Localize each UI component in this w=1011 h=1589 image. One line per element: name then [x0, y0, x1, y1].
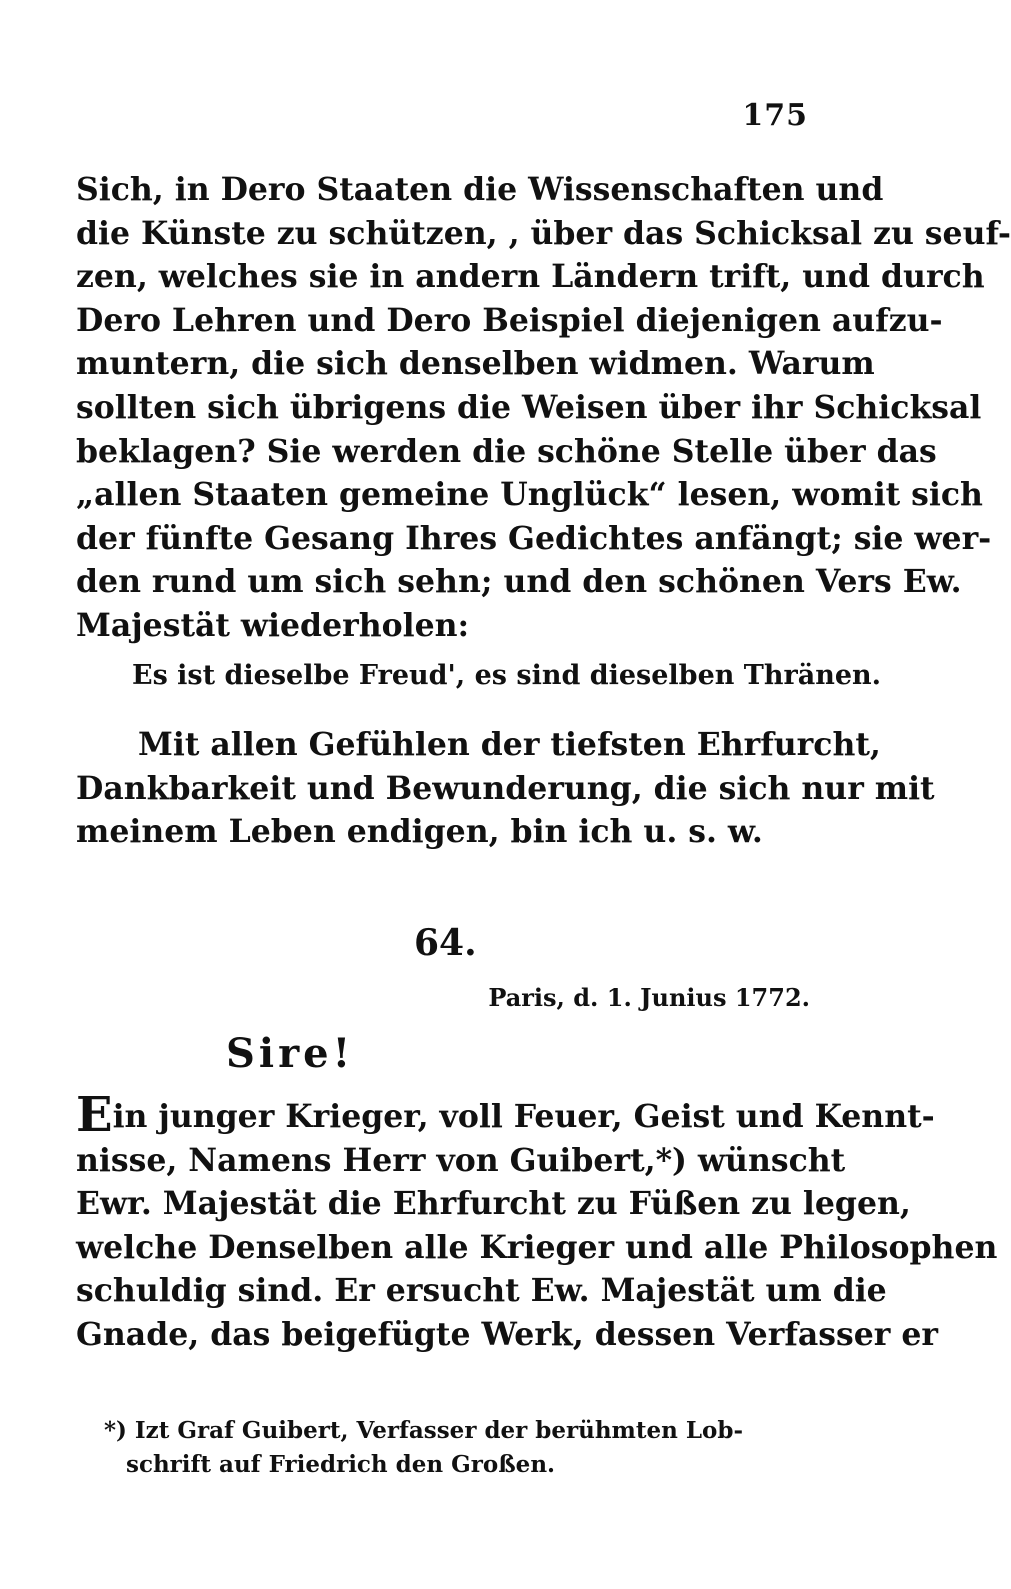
- paragraph-continuation: [76, 168, 1011, 648]
- verse-quote: Es ist dieselbe Freud', es sind dieselben Thränen.: [132, 660, 882, 691]
- text-line: beklagen? Sie werden die schöne Stelle über das: [76, 432, 937, 470]
- drop-cap: E: [76, 1087, 113, 1143]
- text-line: Dero Lehren und Dero Beispiel diejenigen aufzu-: [76, 301, 943, 339]
- text-line: schuldig sind. Er ersucht Ew. Majestät um die: [76, 1272, 887, 1310]
- text-line: nisse, Namens Herr von Guibert,*) wünscht: [76, 1141, 846, 1179]
- text-line: die Künste zu schützen, , über das Schicksal zu seuf-: [76, 214, 1011, 252]
- page-number: 175: [742, 98, 808, 133]
- footnote: [104, 1414, 810, 1482]
- text-line: Mit allen Gefühlen der tiefsten Ehrfurcht,: [138, 726, 881, 763]
- footnote-line: schrift auf Friedrich den Großen.: [126, 1451, 556, 1478]
- text-line: Ewr. Majestät die Ehrfurcht zu Füßen zu legen,: [76, 1185, 911, 1223]
- text-line: den rund um sich sehn; und den schönen Vers Ew.: [76, 563, 962, 601]
- letter-number: 64.: [414, 922, 477, 964]
- text-line: Dankbarkeit und Bewunderung, die sich nur mit: [76, 769, 935, 807]
- text-line: Gnade, das beigefügte Werk, dessen Verfasser er: [76, 1315, 938, 1353]
- closing-paragraph: [76, 723, 935, 854]
- text-line: meinem Leben endigen, bin ich u. s. w.: [76, 813, 763, 851]
- first-line-text: in junger Krieger, voll Feuer, Geist und Kennt-: [112, 1098, 935, 1135]
- letter-body: [76, 1087, 998, 1357]
- text-line: der fünfte Gesang Ihres Gedichtes anfängt; sie wer-: [76, 519, 992, 557]
- text-line: „allen Staaten gemeine Unglück“ lesen, womit sich: [76, 476, 983, 514]
- text-line: sollten sich übrigens die Weisen über ihr Schicksal: [76, 388, 982, 426]
- text-line: welche Denselben alle Krieger und alle Philosophen: [76, 1228, 998, 1266]
- text-line: [76, 1087, 935, 1143]
- footnote-line: *) Izt Graf Guibert, Verfasser der berühmten Lob-: [104, 1417, 744, 1444]
- text-line: muntern, die sich denselben widmen. Warum: [76, 345, 875, 383]
- text-line: Sich, in Dero Staaten die Wissenschaften und: [76, 171, 884, 208]
- text-line: zen, welches sie in andern Ländern trift, und durch: [76, 258, 985, 296]
- letter-salutation: Sire!: [226, 1030, 355, 1077]
- text-line: Majestät wiederholen:: [76, 606, 470, 644]
- letter-dateline: Paris, d. 1. Junius 1772.: [488, 983, 810, 1012]
